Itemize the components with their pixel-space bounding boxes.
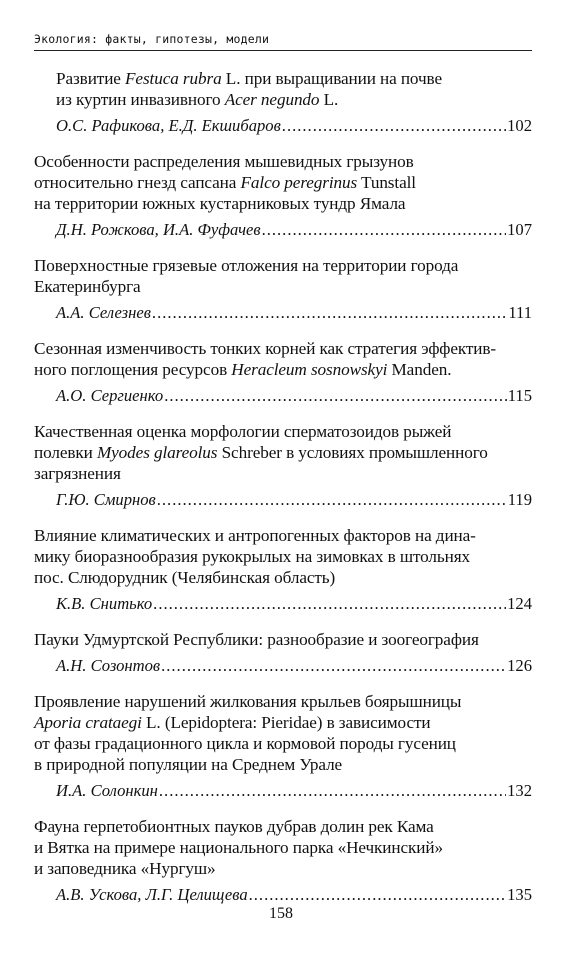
entry-title-line — [34, 193, 532, 214]
title-text: из куртин инвазивного — [56, 90, 225, 109]
entry-title-line — [34, 858, 532, 879]
species-name: Festuca rubra — [125, 69, 222, 88]
dot-leader — [153, 593, 506, 614]
entry-page-number: 102 — [507, 116, 532, 135]
dot-leader — [164, 385, 507, 406]
entry-title-line — [34, 442, 532, 463]
entry-page-number: 132 — [507, 781, 532, 800]
dot-leader — [161, 655, 506, 676]
species-name: Heracleum sosnowskyi — [231, 360, 388, 379]
entry-page-number: 115 — [507, 386, 532, 405]
entry-authors: А.А. Селезнев — [56, 303, 151, 322]
title-text: Поверхностные грязевые отложения на территории города — [34, 256, 459, 275]
entry-title-line — [34, 359, 532, 380]
title-text: пос. Слюдорудник (Челябинская область) — [34, 568, 336, 587]
toc-entry[interactable] — [34, 691, 532, 801]
entry-page-number: 111 — [508, 303, 532, 322]
title-text: Manden. — [387, 360, 452, 379]
entry-title-line — [34, 546, 532, 567]
title-text: L. (Lepidoptera: Pieridae) в зависимости — [141, 713, 431, 732]
toc-entry[interactable] — [34, 68, 532, 136]
title-text: полевки — [34, 443, 97, 462]
entry-authors: И.А. Солонкин — [56, 781, 158, 800]
title-text: загрязнения — [34, 464, 121, 483]
page-footer — [0, 905, 562, 923]
entry-title-line — [34, 172, 532, 193]
author-line — [34, 302, 532, 323]
title-text: Проявление нарушений жилкования крыльев боярышницы — [34, 692, 462, 711]
entry-title-line — [34, 338, 532, 359]
species-name: Falco peregrinus — [240, 173, 358, 192]
toc-entry[interactable] — [34, 525, 532, 614]
title-text: и заповедника «Нургуш» — [34, 859, 216, 878]
entry-title-line — [34, 712, 532, 733]
species-name: Myodes glareolus — [96, 443, 218, 462]
entry-title-line — [34, 151, 532, 172]
author-line — [34, 655, 532, 676]
entry-title-line — [34, 276, 532, 297]
toc-entry[interactable] — [34, 255, 532, 323]
author-line — [34, 884, 532, 905]
author-line — [34, 115, 532, 136]
toc-entry[interactable] — [34, 421, 532, 510]
entry-title-line — [34, 733, 532, 754]
entry-authors: Д.Н. Рожкова, И.А. Фуфачев — [56, 220, 261, 239]
title-text: в природной популяции на Среднем Урале — [34, 755, 343, 774]
title-text: Schreber в условиях промышленного — [217, 443, 488, 462]
title-text: ного поглощения ресурсов — [34, 360, 232, 379]
title-text: мику биоразнообразия рукокрылых на зимовках в штольнях — [34, 547, 471, 566]
entry-title-line — [34, 691, 532, 712]
title-text: Сезонная изменчивость тонких корней как стратегия эффектив- — [34, 339, 497, 358]
dot-leader — [262, 219, 507, 240]
entry-title-line — [34, 754, 532, 775]
title-text: Фауна герпетобионтных пауков дубрав долин рек Кама — [34, 817, 434, 836]
title-text: Качественная оценка морфологии сперматозоидов рыжей — [34, 422, 452, 441]
title-text: относительно гнезд сапсана — [34, 173, 241, 192]
running-header — [34, 30, 532, 51]
entry-title-line — [34, 629, 532, 650]
table-of-contents — [34, 68, 532, 920]
dot-leader — [249, 884, 506, 905]
entry-page-number: 126 — [507, 656, 532, 675]
entry-authors: А.О. Сергиенко — [56, 386, 164, 405]
entry-authors: А.В. Ускова, Л.Г. Целищева — [56, 885, 248, 904]
entry-title-line — [34, 837, 532, 858]
dot-leader — [157, 489, 507, 510]
title-text: на территории южных кустарниковых тундр Ямала — [34, 194, 406, 213]
entry-title-line — [34, 525, 532, 546]
title-text: и Вятка на примере национального парка «Нечкинский» — [34, 838, 443, 857]
title-text: Пауки Удмуртской Республики: разнообразие и зоогеография — [34, 630, 479, 649]
author-line — [34, 489, 532, 510]
species-name: Aporia crataegi — [34, 713, 142, 732]
dot-leader — [159, 780, 506, 801]
entry-title-line — [34, 255, 532, 276]
page-number: 158 — [269, 905, 293, 922]
title-text: Tunstall — [357, 173, 416, 192]
species-name: Acer negundo — [224, 90, 320, 109]
entry-title-line — [34, 421, 532, 442]
title-text: Влияние климатических и антропогенных факторов на дина- — [34, 526, 476, 545]
toc-entry[interactable] — [34, 816, 532, 905]
toc-entry[interactable] — [34, 629, 532, 676]
entry-title-line — [34, 816, 532, 837]
dot-leader — [152, 302, 507, 323]
author-line — [34, 780, 532, 801]
journal-title: Экология: факты, гипотезы, модели — [34, 32, 270, 46]
author-line — [34, 385, 532, 406]
entry-page-number: 124 — [507, 594, 532, 613]
title-text: Развитие — [56, 69, 126, 88]
entry-title-line — [34, 89, 532, 110]
entry-authors: А.Н. Созонтов — [56, 656, 161, 675]
entry-page-number: 119 — [507, 490, 532, 509]
entry-page-number: 107 — [507, 220, 532, 239]
entry-title-line — [34, 68, 532, 89]
author-line — [34, 219, 532, 240]
toc-entry[interactable] — [34, 151, 532, 240]
toc-entry[interactable] — [34, 338, 532, 406]
title-text: L. при выращивании на почве — [221, 69, 442, 88]
title-text: L. — [319, 90, 339, 109]
title-text: от фазы градационного цикла и кормовой породы гусениц — [34, 734, 456, 753]
title-text: Екатеринбурга — [34, 277, 141, 296]
entry-authors: Г.Ю. Смирнов — [56, 490, 156, 509]
entry-page-number: 135 — [507, 885, 532, 904]
title-text: Особенности распределения мышевидных грызунов — [34, 152, 414, 171]
entry-title-line — [34, 463, 532, 484]
dot-leader — [282, 115, 506, 136]
entry-authors: К.В. Снитько — [56, 594, 153, 613]
entry-title-line — [34, 567, 532, 588]
entry-authors: О.С. Рафикова, Е.Д. Екшибаров — [56, 116, 281, 135]
author-line — [34, 593, 532, 614]
